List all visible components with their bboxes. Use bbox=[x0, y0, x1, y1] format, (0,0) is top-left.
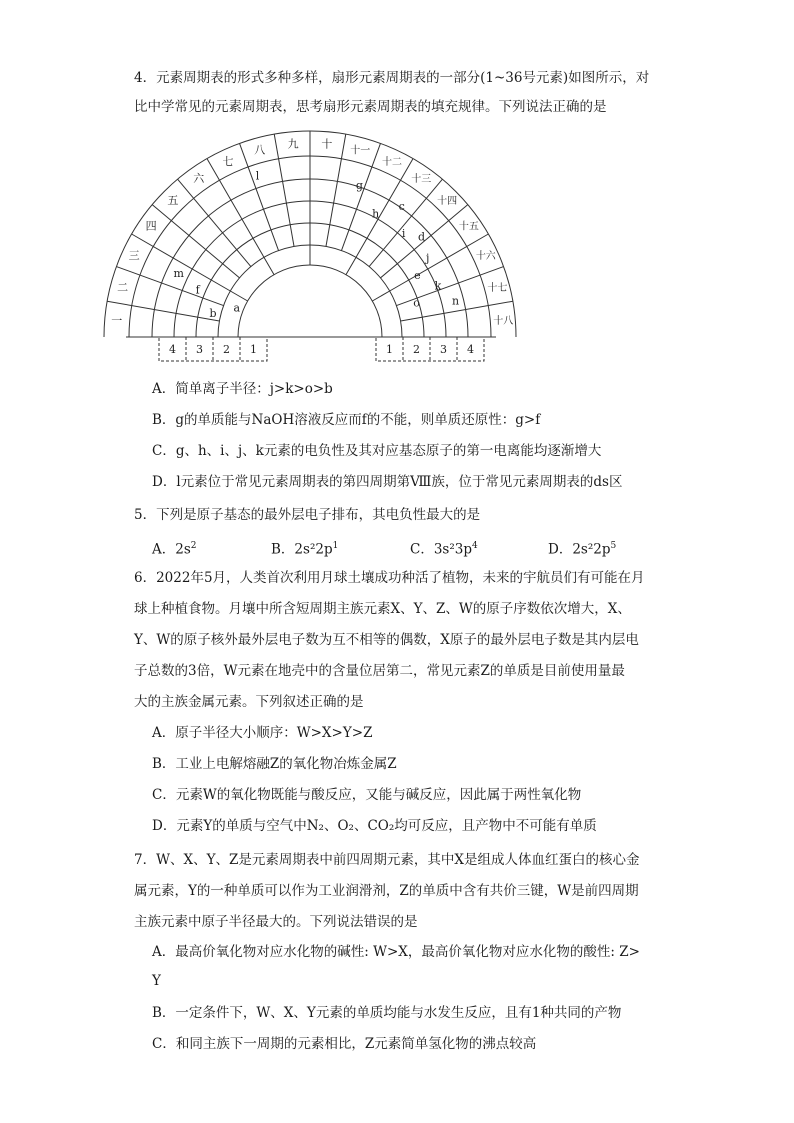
fan-period-label: 六 bbox=[193, 172, 205, 186]
fan-element-letter: c bbox=[398, 199, 405, 213]
fan-element-letter: n bbox=[451, 294, 460, 308]
q4-stem-line2: 比中学常见的元素周期表，思考扇形元素周期表的填充规律。下列说法正确的是 bbox=[134, 99, 607, 115]
bottom-right-box-label: 2 bbox=[413, 343, 420, 356]
q7-stem-line2: 属元素，Y的一种单质可以作为工业润滑剂，Z的单质中含有共价三键，W是前四周期 bbox=[134, 883, 639, 899]
fan-period-label: 十三 bbox=[411, 174, 432, 186]
fan-period-label: 十八 bbox=[493, 316, 514, 328]
fan-spoke bbox=[369, 179, 442, 266]
fan-element-letter: j bbox=[426, 251, 430, 265]
fan-period-label: 十六 bbox=[475, 251, 496, 263]
fan-period-label: 十七 bbox=[487, 282, 508, 294]
fan-element-letter: d bbox=[417, 230, 425, 244]
q6-stem-line3: Y、W的原子核外最外层电子数为互不相等的偶数，X原子的最外层电子数是其内层电 bbox=[134, 632, 639, 648]
q4-option-d: D．l元素位于常见元素周期表的第四周期第Ⅷ族，位于常见元素周期表的ds区 bbox=[152, 474, 623, 490]
q6-stem-line1: 6．2022年5月，人类首次利用月球土壤成功种活了植物，未来的宇航员们有可能在月 bbox=[134, 570, 645, 586]
bottom-right-box-label: 1 bbox=[386, 343, 393, 356]
fan-period-label: 四 bbox=[145, 219, 157, 233]
bottom-right-box-label: 3 bbox=[440, 343, 447, 356]
fan-element-letter: f bbox=[195, 283, 200, 297]
fan-element-letter: l bbox=[255, 169, 260, 183]
bottom-left-box-label: 4 bbox=[169, 343, 176, 356]
fan-element-letter: o bbox=[413, 296, 420, 310]
q7-option-a-line2: Y bbox=[152, 973, 161, 989]
q5-option-d: D．$2s^22p^5$ bbox=[548, 541, 617, 558]
fan-period-label: 十 bbox=[321, 137, 333, 151]
fan-period-label: 九 bbox=[287, 137, 299, 151]
fan-inner-spoke bbox=[230, 291, 247, 301]
fan-element-letter: h bbox=[372, 207, 380, 221]
q7-stem-line1: 7．W、X、Y、Z是元素周期表中前四周期元素，其中X是组成人体血红蛋白的核心金 bbox=[134, 852, 640, 868]
fan-period-label: 五 bbox=[167, 193, 179, 207]
q6-stem-line5: 大的主族金属元素。下列叙述正确的是 bbox=[134, 694, 364, 710]
fan-spoke bbox=[178, 179, 251, 266]
fan-element-letter: g bbox=[355, 178, 363, 192]
fan-period-label: 一 bbox=[111, 314, 123, 328]
fan-element-letter: k bbox=[434, 279, 442, 293]
fan-element-letter: b bbox=[209, 306, 217, 320]
fan-element-letter: i bbox=[401, 226, 406, 240]
q5-option-c: C．$3s^23p^4$ bbox=[410, 541, 478, 558]
q4-option-c: C．g、h、i、j、k元素的电负性及其对应基态原子的第一电离能均逐渐增大 bbox=[152, 443, 602, 459]
bottom-right-box-label: 4 bbox=[467, 343, 474, 356]
fan-spoke bbox=[274, 134, 294, 246]
fan-period-label: 八 bbox=[254, 143, 266, 157]
fan-period-label: 二 bbox=[117, 280, 129, 294]
fan-inner-spoke bbox=[346, 257, 356, 274]
q7-option-a-line1: A．最高价氧化物对应水化物的碱性: W>X，最高价氧化物对应水化物的酸性: Z> bbox=[152, 944, 640, 960]
q4-option-a: A．简单离子半径：j>k>o>b bbox=[152, 381, 333, 397]
fan-period-label: 十一 bbox=[350, 145, 371, 157]
q5-option-a: A．$2s^2$ bbox=[152, 541, 197, 558]
q7-option-b: B．一定条件下，W、X、Y元素的单质均能与水发生反应，且有1种共同的产物 bbox=[152, 1005, 622, 1021]
q6-option-c: C．元素W的氧化物既能与酸反应，又能与碱反应，因此属于两性氧化物 bbox=[152, 787, 582, 803]
q5-stem: 5．下列是原子基态的最外层电子排布，其电负性最大的是 bbox=[134, 507, 481, 523]
fan-element-letter: a bbox=[233, 301, 241, 315]
bottom-left-box-label: 1 bbox=[250, 343, 257, 356]
q6-stem-line4: 子总数的3倍，W元素在地壳中的含量位居第二，常见元素Z的单质是目前使用量最 bbox=[134, 663, 625, 679]
fan-spoke bbox=[107, 301, 219, 321]
fan-period-label: 三 bbox=[128, 249, 140, 263]
fan-period-label: 十五 bbox=[458, 221, 479, 233]
q4-stem-line1: 4．元素周期表的形式多种多样，扇形元素周期表的一部分(1~36号元素)如图所示，对 bbox=[134, 70, 650, 86]
fan-arc bbox=[238, 265, 382, 337]
q6-stem-line2: 球上种植食物。月壤中所含短周期主族元素X、Y、Z、W的原子序数依次增大，X、 bbox=[134, 601, 631, 617]
fan-element-letter: m bbox=[173, 266, 184, 280]
fan-period-label: 十二 bbox=[381, 157, 402, 169]
q4-option-b: B．g的单质能与NaOH溶液反应而f的不能，则单质还原性：g>f bbox=[152, 412, 541, 428]
fan-spoke bbox=[152, 205, 239, 278]
q6-option-a: A．原子半径大小顺序：W>X>Y>Z bbox=[152, 725, 373, 741]
fan-spoke bbox=[326, 134, 346, 246]
q7-option-c: C．和同主族下一周期的元素相比，Z元素简单氢化物的沸点较高 bbox=[152, 1036, 537, 1052]
bottom-left-box-label: 3 bbox=[196, 343, 203, 356]
fan-period-label: 十四 bbox=[437, 195, 458, 207]
fan-element-letter: e bbox=[414, 269, 421, 282]
fan-period-label: 七 bbox=[222, 155, 234, 169]
fan-spoke bbox=[132, 234, 231, 291]
q5-option-b: B．$2s^22p^1$ bbox=[271, 541, 339, 558]
fan-periodic-table-figure bbox=[111, 126, 514, 366]
q7-stem-line3: 主族元素中原子半径最大的。下列说法错误的是 bbox=[134, 914, 418, 930]
bottom-left-box-label: 2 bbox=[223, 343, 230, 356]
fan-inner-spoke bbox=[264, 257, 274, 274]
fan-inner-spoke bbox=[372, 291, 389, 301]
q6-option-d: D．元素Y的单质与空气中N₂、O₂、CO₂均可反应，且产物中不可能有单质 bbox=[152, 818, 597, 834]
q6-option-b: B．工业上电解熔融Z的氧化物冶炼金属Z bbox=[152, 756, 397, 772]
